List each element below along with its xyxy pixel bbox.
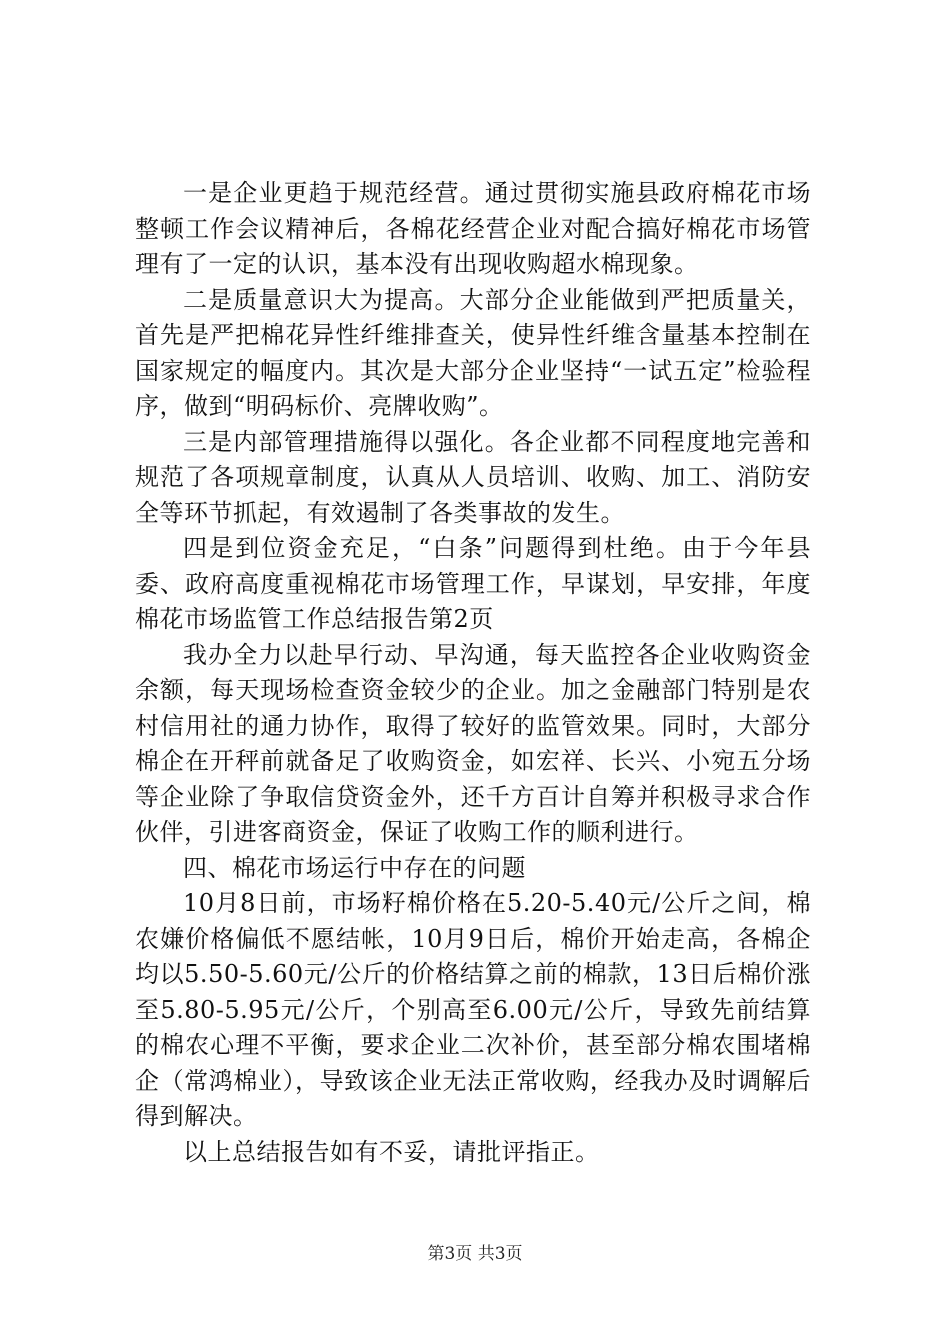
section-heading-problems: 四、棉花市场运行中存在的问题	[183, 853, 526, 882]
page-footer: 第3页 共3页	[427, 1244, 523, 1264]
paragraph-quality-awareness: 二是质量意识大为提高。大部分企业能做到严把质量关，首先是严把棉花异性纤维排查关，使异性纤维含量基本控制在国家规定的幅度内。其次是大部分企业坚持“一试五定”检验程序，做到“明码标价、亮牌收购”。	[135, 285, 811, 420]
paragraph-funds-sufficient: 四是到位资金充足，“白条”问题得到杜绝。由于今年县委、政府高度重视棉花市场管理工作，早谋划，早安排，年度棉花市场监管工作总结报告第2页	[135, 534, 811, 633]
document-body	[135, 176, 811, 1170]
paragraph-internal-management: 三是内部管理措施得以强化。各企业都不同程度地完善和规范了各项规章制度，认真从人员培训、收购、加工、消防安全等环节抓起，有效遏制了各类事故的发生。	[135, 427, 811, 527]
paragraph-enterprise-standardization: 一是企业更趋于规范经营。通过贯彻实施县政府棉花市场整顿工作会议精神后，各棉花经营企业对配合搞好棉花市场管理有了一定的认识，基本没有出现收购超水棉现象。	[135, 179, 811, 278]
paragraph-monitoring-actions: 我办全力以赴早行动、早沟通，每天监控各企业收购资金余额，每天现场检查资金较少的企业。加之金融部门特别是农村信用社的通力协作，取得了较好的监管效果。同时，大部分棉企在开秤前就备足了收购资金，如宏祥、长兴、小宛五分场等企业除了争取信贷资金外，还千方百计自筹并积极寻求合作伙伴，引进客商资金，保证了收购工作的顺利进行。	[135, 640, 811, 846]
paragraph-closing-remark: 以上总结报告如有不妥，请批评指正。	[183, 1137, 600, 1166]
paragraph-price-issues: 10月8日前，市场籽棉价格在5.20-5.40元/公斤之间，棉农嫌价格偏低不愿结帐，10月9日后，棉价开始走高，各棉企均以5.50-5.60元/公斤的价格结算之前的棉款，13日后棉价涨至5.80-5.95元/公斤，个别高至6.00元/公斤，导致先前结算的棉农心理不平衡，要求企业二次补价，甚至部分棉农围堵棉企（常鸿棉业），导致该企业无法正常收购，经我办及时调解后得到解决。	[135, 889, 811, 1130]
